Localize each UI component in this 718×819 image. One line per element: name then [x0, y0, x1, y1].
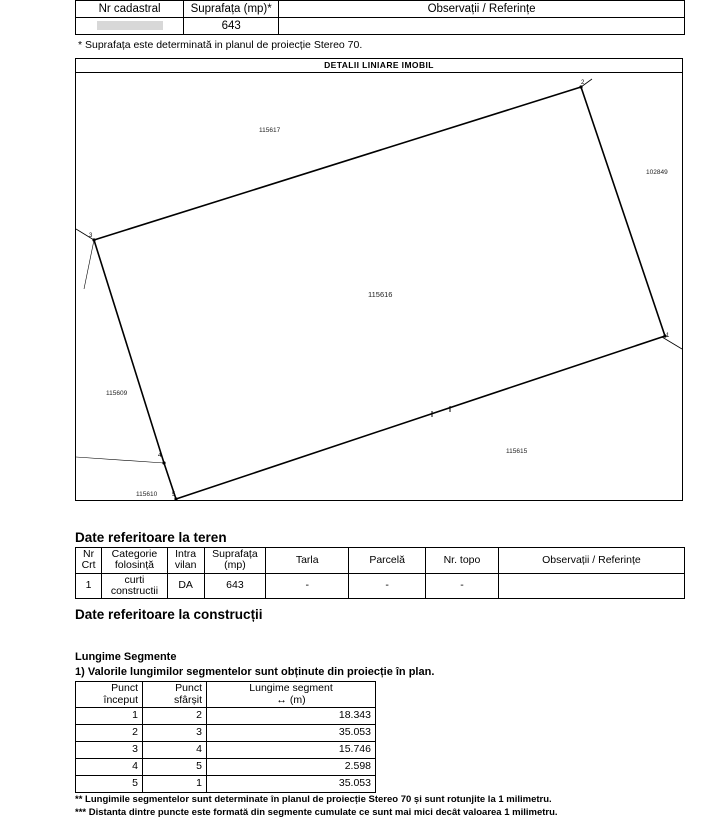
vertex-label-5: 5: [172, 492, 176, 498]
header-nr-topo: Nr. topo: [426, 548, 499, 574]
cell-length: 2.598: [207, 759, 376, 776]
table-row: [76, 759, 376, 776]
parcel-label-main: 115616: [368, 290, 393, 299]
cell-start: 4: [76, 759, 143, 776]
parcel-drawing: [76, 59, 682, 500]
cell-nr-topo: -: [426, 573, 499, 599]
segments-subtitle: 1) Valorile lungimilor segmentelor sunt obținute din proiecție în plan.: [75, 665, 435, 678]
teren-table: [75, 547, 685, 599]
vertex-label-2: 2: [581, 80, 585, 86]
cell-end: 3: [143, 725, 207, 742]
cell-observatii: [498, 573, 684, 599]
table-row: [76, 725, 376, 742]
cell-intravilan: DA: [167, 573, 204, 599]
table-header-row: [76, 682, 376, 708]
header-lungime-segment: Lungime segment ↔ (m): [207, 682, 376, 708]
cell-start: 3: [76, 742, 143, 759]
header-parcela: Parcelă: [349, 548, 426, 574]
cell-end: 2: [143, 708, 207, 725]
cell-suprafata: 643: [204, 573, 266, 599]
header-intravilan: Intra vilan: [167, 548, 204, 574]
header-suprafata: Suprafața (mp)*: [184, 1, 279, 18]
parcel-label: 115609: [106, 390, 128, 397]
section-title-teren: Date referitoare la teren: [75, 530, 227, 545]
footnote-2: *** Distanta dintre puncte este formată din segmente cumulate ce sunt mai mici decât valoarea 1 milimetru.: [75, 806, 558, 818]
cell-start: 1: [76, 708, 143, 725]
cell-length: 35.053: [207, 776, 376, 793]
table-row: [76, 742, 376, 759]
vertex-label-4: 4: [158, 453, 162, 459]
cell-length: 18.343: [207, 708, 376, 725]
table-header-row: [76, 1, 685, 18]
header-punct-inceput: Punct început: [76, 682, 143, 708]
parcel-label: 102849: [646, 169, 668, 176]
cell-start: 5: [76, 776, 143, 793]
cadastral-summary-table: [75, 0, 685, 35]
table-row: [76, 18, 685, 35]
suprafata-note: * Suprafața este determinată in planul de proiecție Stereo 70.: [78, 39, 363, 51]
footnotes: [75, 794, 558, 819]
section-title-constructii: Date referitoare la construcții: [75, 607, 263, 622]
redaction-bar: [97, 21, 163, 30]
header-punct-sfarsit: Punct sfârșit: [143, 682, 207, 708]
cell-end: 1: [143, 776, 207, 793]
segments-title: Lungime Segmente: [75, 651, 177, 663]
parcel-label: 115617: [259, 127, 281, 134]
header-tarla: Tarla: [266, 548, 349, 574]
table-row: [76, 573, 685, 599]
segments-heading-block: [75, 650, 434, 680]
segments-table: [75, 681, 376, 793]
header-categorie-folosinta: Categorie folosință: [102, 548, 168, 574]
cell-end: 4: [143, 742, 207, 759]
header-observatii: Observații / Referințe: [279, 1, 685, 18]
cell-observatii: [279, 18, 685, 35]
vertex-label-3: 3: [89, 233, 93, 239]
table-row: [76, 776, 376, 793]
cell-end: 5: [143, 759, 207, 776]
cell-nr-cadastral: [76, 18, 184, 35]
cell-nr-crt: 1: [76, 573, 102, 599]
cell-length: 35.053: [207, 725, 376, 742]
cell-categorie: curti constructii: [102, 573, 168, 599]
parcel-label: 115610: [136, 491, 158, 498]
cell-start: 2: [76, 725, 143, 742]
parcel-label: 115615: [506, 448, 528, 455]
footnote-1: ** Lungimile segmentelor sunt determinate în planul de proiecție Stereo 70 și sunt rotunjite la 1 milimetru.: [75, 794, 552, 805]
header-observatii: Observații / Referințe: [498, 548, 684, 574]
plan-detalii-liniare: [75, 58, 683, 501]
cell-tarla: -: [266, 573, 349, 599]
header-nr-cadastral: Nr cadastral: [76, 1, 184, 18]
plan-title: DETALII LINIARE IMOBIL: [324, 60, 434, 70]
header-suprafata: Suprafața (mp): [204, 548, 266, 574]
table-row: [76, 708, 376, 725]
cell-length: 15.746: [207, 742, 376, 759]
header-nr-crt: Nr Crt: [76, 548, 102, 574]
cell-parcela: -: [349, 573, 426, 599]
cell-suprafata: 643: [184, 18, 279, 35]
table-header-row: [76, 548, 685, 574]
vertex-label-1: 1: [666, 333, 670, 339]
